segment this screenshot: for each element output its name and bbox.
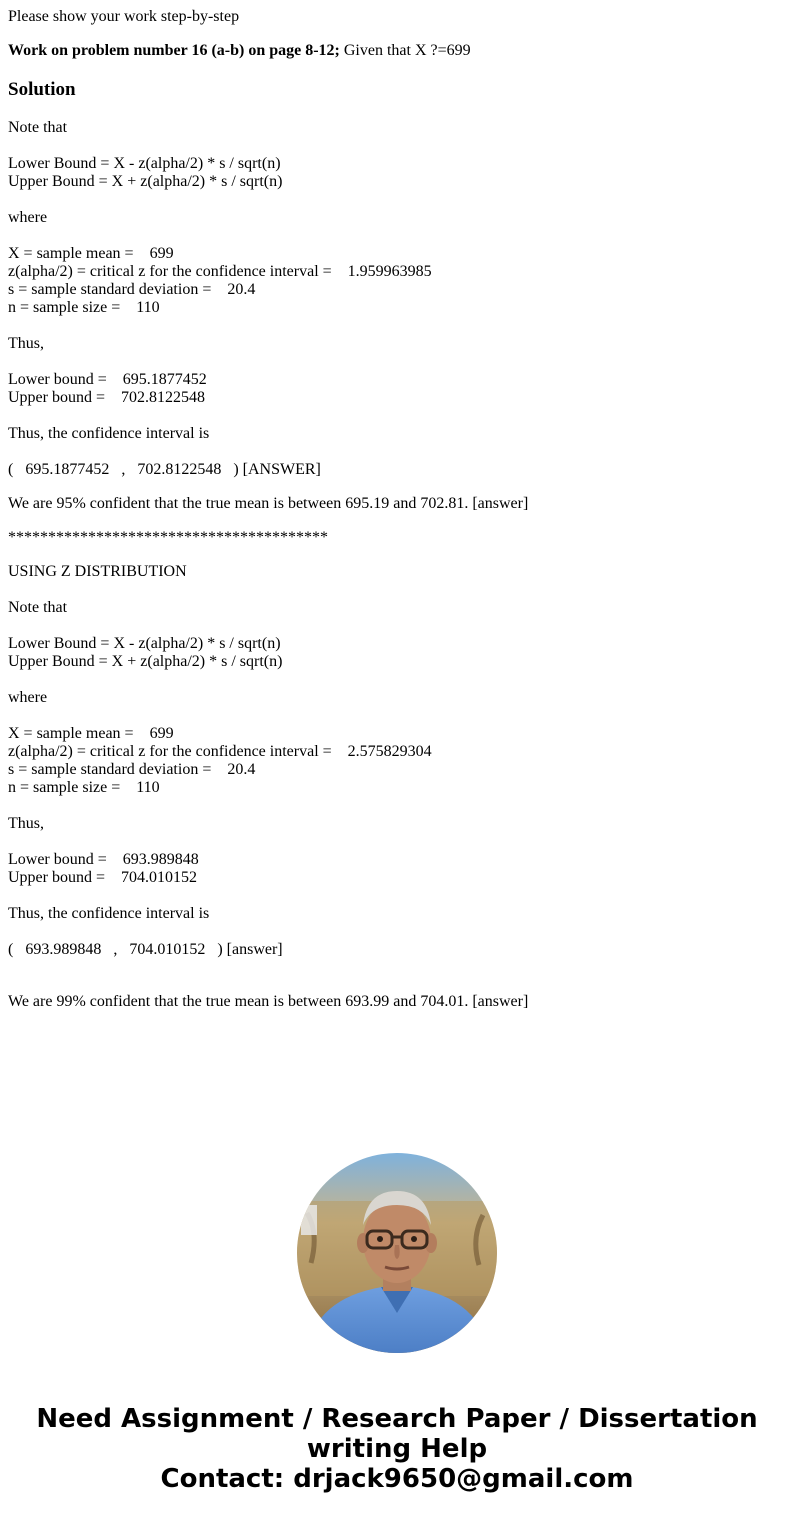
part-b-where: where xyxy=(8,689,48,706)
part-b-sample-size: n = sample size = 110 xyxy=(8,779,160,796)
part-a-conclusion: We are 95% confident that the true mean is between 695.19 and 702.81. [answer] xyxy=(8,495,529,512)
portrait-illustration xyxy=(297,1153,497,1353)
author-photo xyxy=(297,1153,497,1353)
promo-line-2: writing Help xyxy=(306,1434,488,1464)
part-a-ci-intro: Thus, the confidence interval is xyxy=(8,425,210,442)
part-b-upper-formula: Upper Bound = X + z(alpha/2) * s / sqrt(n) xyxy=(8,653,283,670)
part-b-upper-bound: Upper bound = 704.010152 xyxy=(8,869,198,886)
part-b-lower-formula: Lower Bound = X - z(alpha/2) * s / sqrt(n) xyxy=(8,635,281,652)
part-a-lower-formula: Lower Bound = X - z(alpha/2) * s / sqrt(n) xyxy=(8,155,281,172)
part-b-method: USING Z DISTRIBUTION xyxy=(8,563,187,580)
part-b-thus: Thus, xyxy=(8,815,44,832)
intro-text: Please show your work step-by-step xyxy=(8,8,240,25)
problem-given: Given that X ?=699 xyxy=(339,42,471,59)
solution-heading: Solution xyxy=(8,79,76,100)
part-b-std-dev: s = sample standard deviation = 20.4 xyxy=(8,761,256,778)
part-a-std-dev: s = sample standard deviation = 20.4 xyxy=(8,281,256,298)
part-a-thus: Thus, xyxy=(8,335,44,352)
part-b-conclusion: We are 99% confident that the true mean is between 693.99 and 704.01. [answer] xyxy=(8,993,529,1010)
problem-statement xyxy=(8,42,471,60)
separator: **************************************** xyxy=(8,529,328,546)
part-a-note: Note that xyxy=(8,119,68,136)
part-b-note: Note that xyxy=(8,599,68,616)
part-a-upper-formula: Upper Bound = X + z(alpha/2) * s / sqrt(n) xyxy=(8,173,283,190)
part-a-where: where xyxy=(8,209,48,226)
promo-contact: Contact: drjack9650@gmail.com xyxy=(160,1464,634,1494)
part-a-confidence-interval: ( 695.1877452 , 702.8122548 ) [ANSWER] xyxy=(8,461,321,478)
problem-reference: Work on problem number 16 (a-b) on page 8-12; xyxy=(8,42,340,59)
part-b-mean: X = sample mean = 699 xyxy=(8,725,174,742)
part-b-lower-bound: Lower bound = 693.989848 xyxy=(8,851,199,868)
part-b-critical-z: z(alpha/2) = critical z for the confidence interval = 2.575829304 xyxy=(8,743,432,760)
part-a-mean: X = sample mean = 699 xyxy=(8,245,174,262)
promo-line-1: Need Assignment / Research Paper / Dissertation xyxy=(36,1404,758,1434)
part-a-upper-bound: Upper bound = 702.8122548 xyxy=(8,389,206,406)
part-b-ci-intro: Thus, the confidence interval is xyxy=(8,905,210,922)
part-a-lower-bound: Lower bound = 695.1877452 xyxy=(8,371,207,388)
part-b-confidence-interval: ( 693.989848 , 704.010152 ) [answer] xyxy=(8,941,283,958)
part-a-sample-size: n = sample size = 110 xyxy=(8,299,160,316)
part-a-critical-z: z(alpha/2) = critical z for the confidence interval = 1.959963985 xyxy=(8,263,432,280)
